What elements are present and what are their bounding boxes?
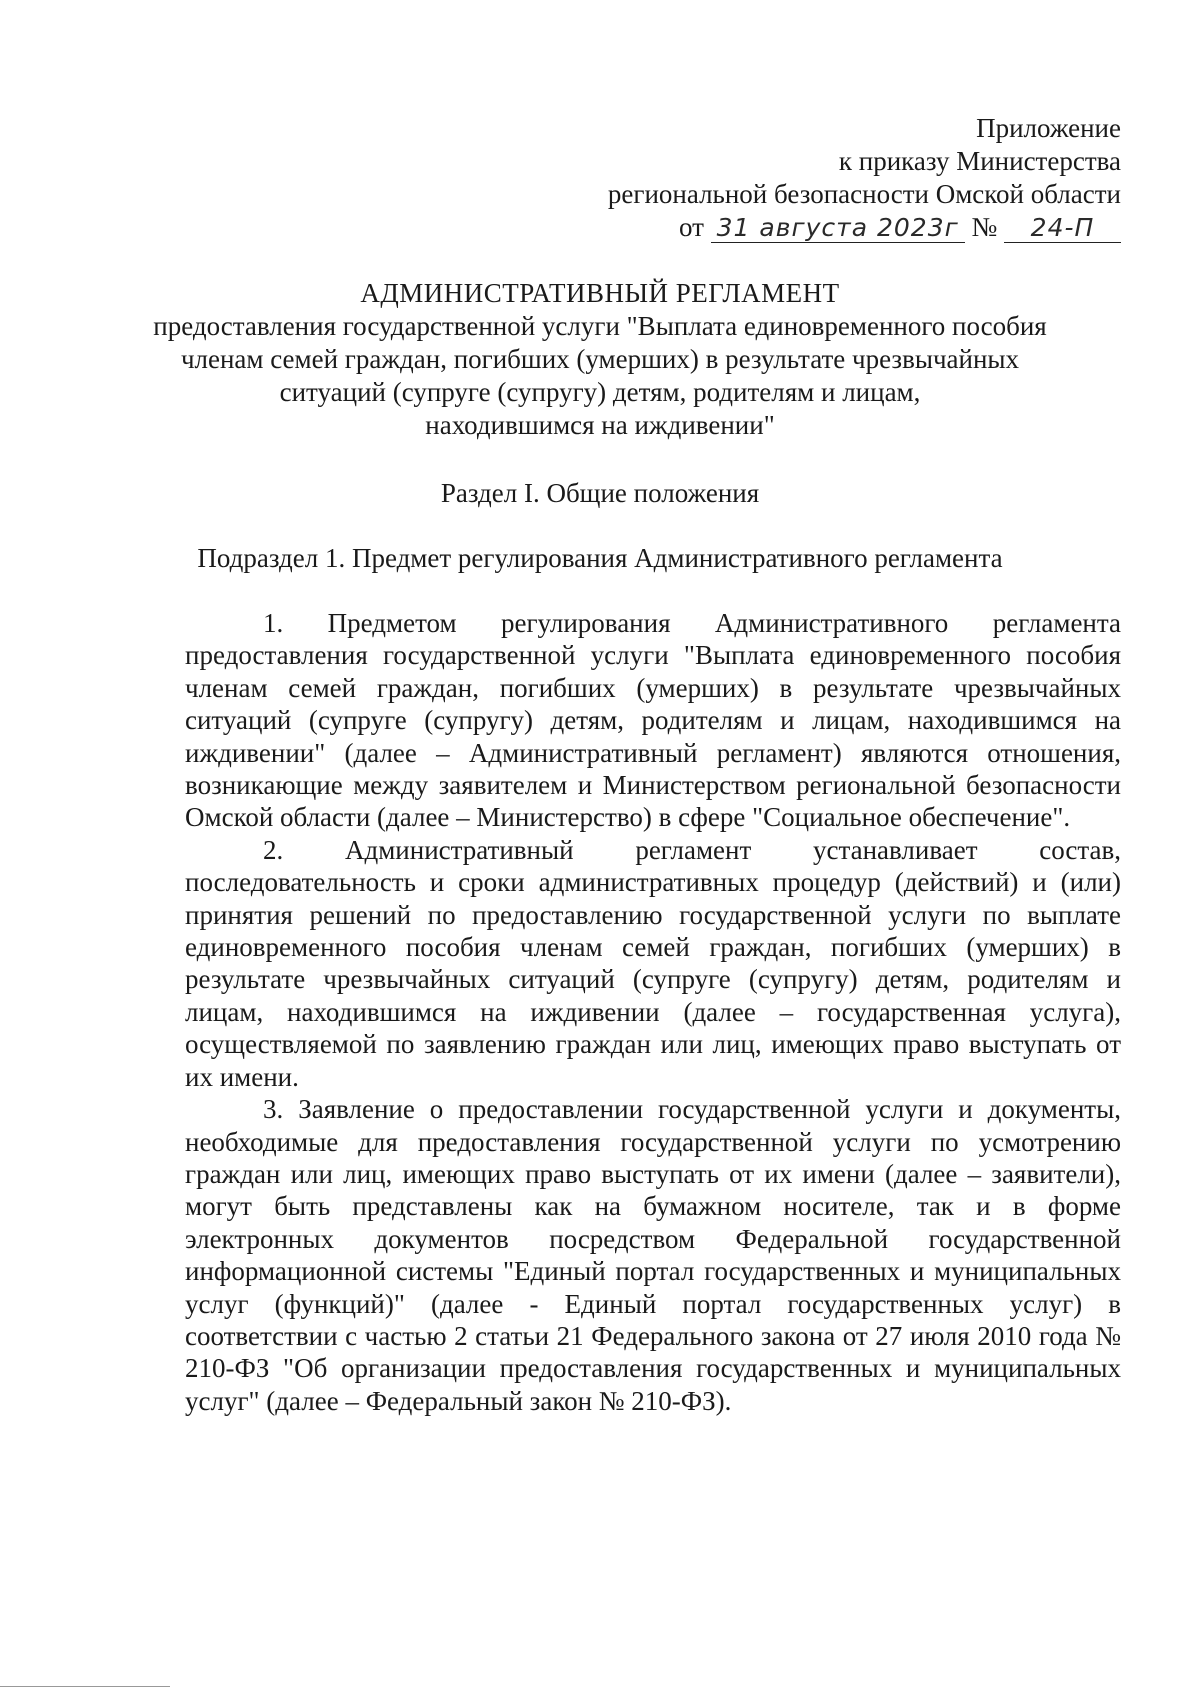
title-line: находившимся на иждивении" xyxy=(425,410,775,440)
document-body xyxy=(185,607,1121,1417)
section-heading: Раздел I. Общие положения xyxy=(440,478,760,508)
appendix-ministry: региональной безопасности Омской области xyxy=(607,179,1121,209)
paragraph-3: 3. Заявление о предоставлении государственной услуги и документы, необходимые для предоставления государственной услуги по усмотрению граждан или лиц, имеющих право выступать от их имени (далее – заявители), могут быть представлены как на бумажном носителе, так и в форме электронных документов посредством Федеральной государственной информационной системы "Единый портал государственных и муниципальных услуг (функций)" (далее - Единый портал государственных услуг) в соответствии с частью 2 статьи 21 Федерального закона от 27 июля 2010 года № 210-ФЗ "Об организации предоставления государственных и муниципальных услуг" (далее – Федеральный закон № 210-ФЗ). xyxy=(185,1094,1121,1416)
paragraph-2: 2. Административный регламент устанавливает состав, последовательность и сроки административных процедур (действий) и (или) принятия решений по предоставлению государственной услуги по выплате единовременного пособия членам семей граждан, погибших (умерших) в результате чрезвычайных ситуаций (супруге (супругу) детям, родителям и лицам, находившимся на иждивении (далее – государственная услуга), осуществляемой по заявлению граждан или лиц, имеющих право выступать от их имени. xyxy=(185,834,1121,1092)
title-line: ситуаций (супруге (супругу) детям, родителям и лицам, xyxy=(279,377,921,407)
title-line: членам семей граждан, погибших (умерших) в результате чрезвычайных xyxy=(180,344,1020,374)
appendix-block xyxy=(608,112,1121,244)
paragraph-1: 1. Предметом регулирования Административного регламента предоставления государственной услуги "Выплата единовременного пособия членам семей граждан, погибших (умерших) в результате чрезвычайных ситуаций (супруге (супругу) детям, родителям и лицам, находившимся на иждивении" (далее – Административный регламент) являются отношения, возникающие между заявителем и Министерством региональной безопасности Омской области (далее – Министерство) в сфере "Социальное обеспечение". xyxy=(185,608,1121,833)
appendix-order-ref: к приказу Министерства xyxy=(838,146,1121,176)
title-main: АДМИНИСТРАТИВНЫЙ РЕГЛАМЕНТ xyxy=(360,278,840,308)
title-line: предоставления государственной услуги "Выплата единовременного пособия xyxy=(153,311,1047,341)
appendix-date-number-row xyxy=(608,211,1121,244)
from-label: от xyxy=(678,212,704,242)
document-title xyxy=(0,277,1200,442)
footer-divider xyxy=(0,1686,170,1687)
number-label: № xyxy=(971,212,998,242)
handwritten-date: 31 августа 2023г xyxy=(711,214,965,243)
handwritten-number: 24-П xyxy=(1004,214,1121,243)
appendix-title: Приложение xyxy=(976,113,1121,143)
subsection-heading: Подраздел 1. Предмет регулирования Административного регламента xyxy=(197,543,1003,573)
